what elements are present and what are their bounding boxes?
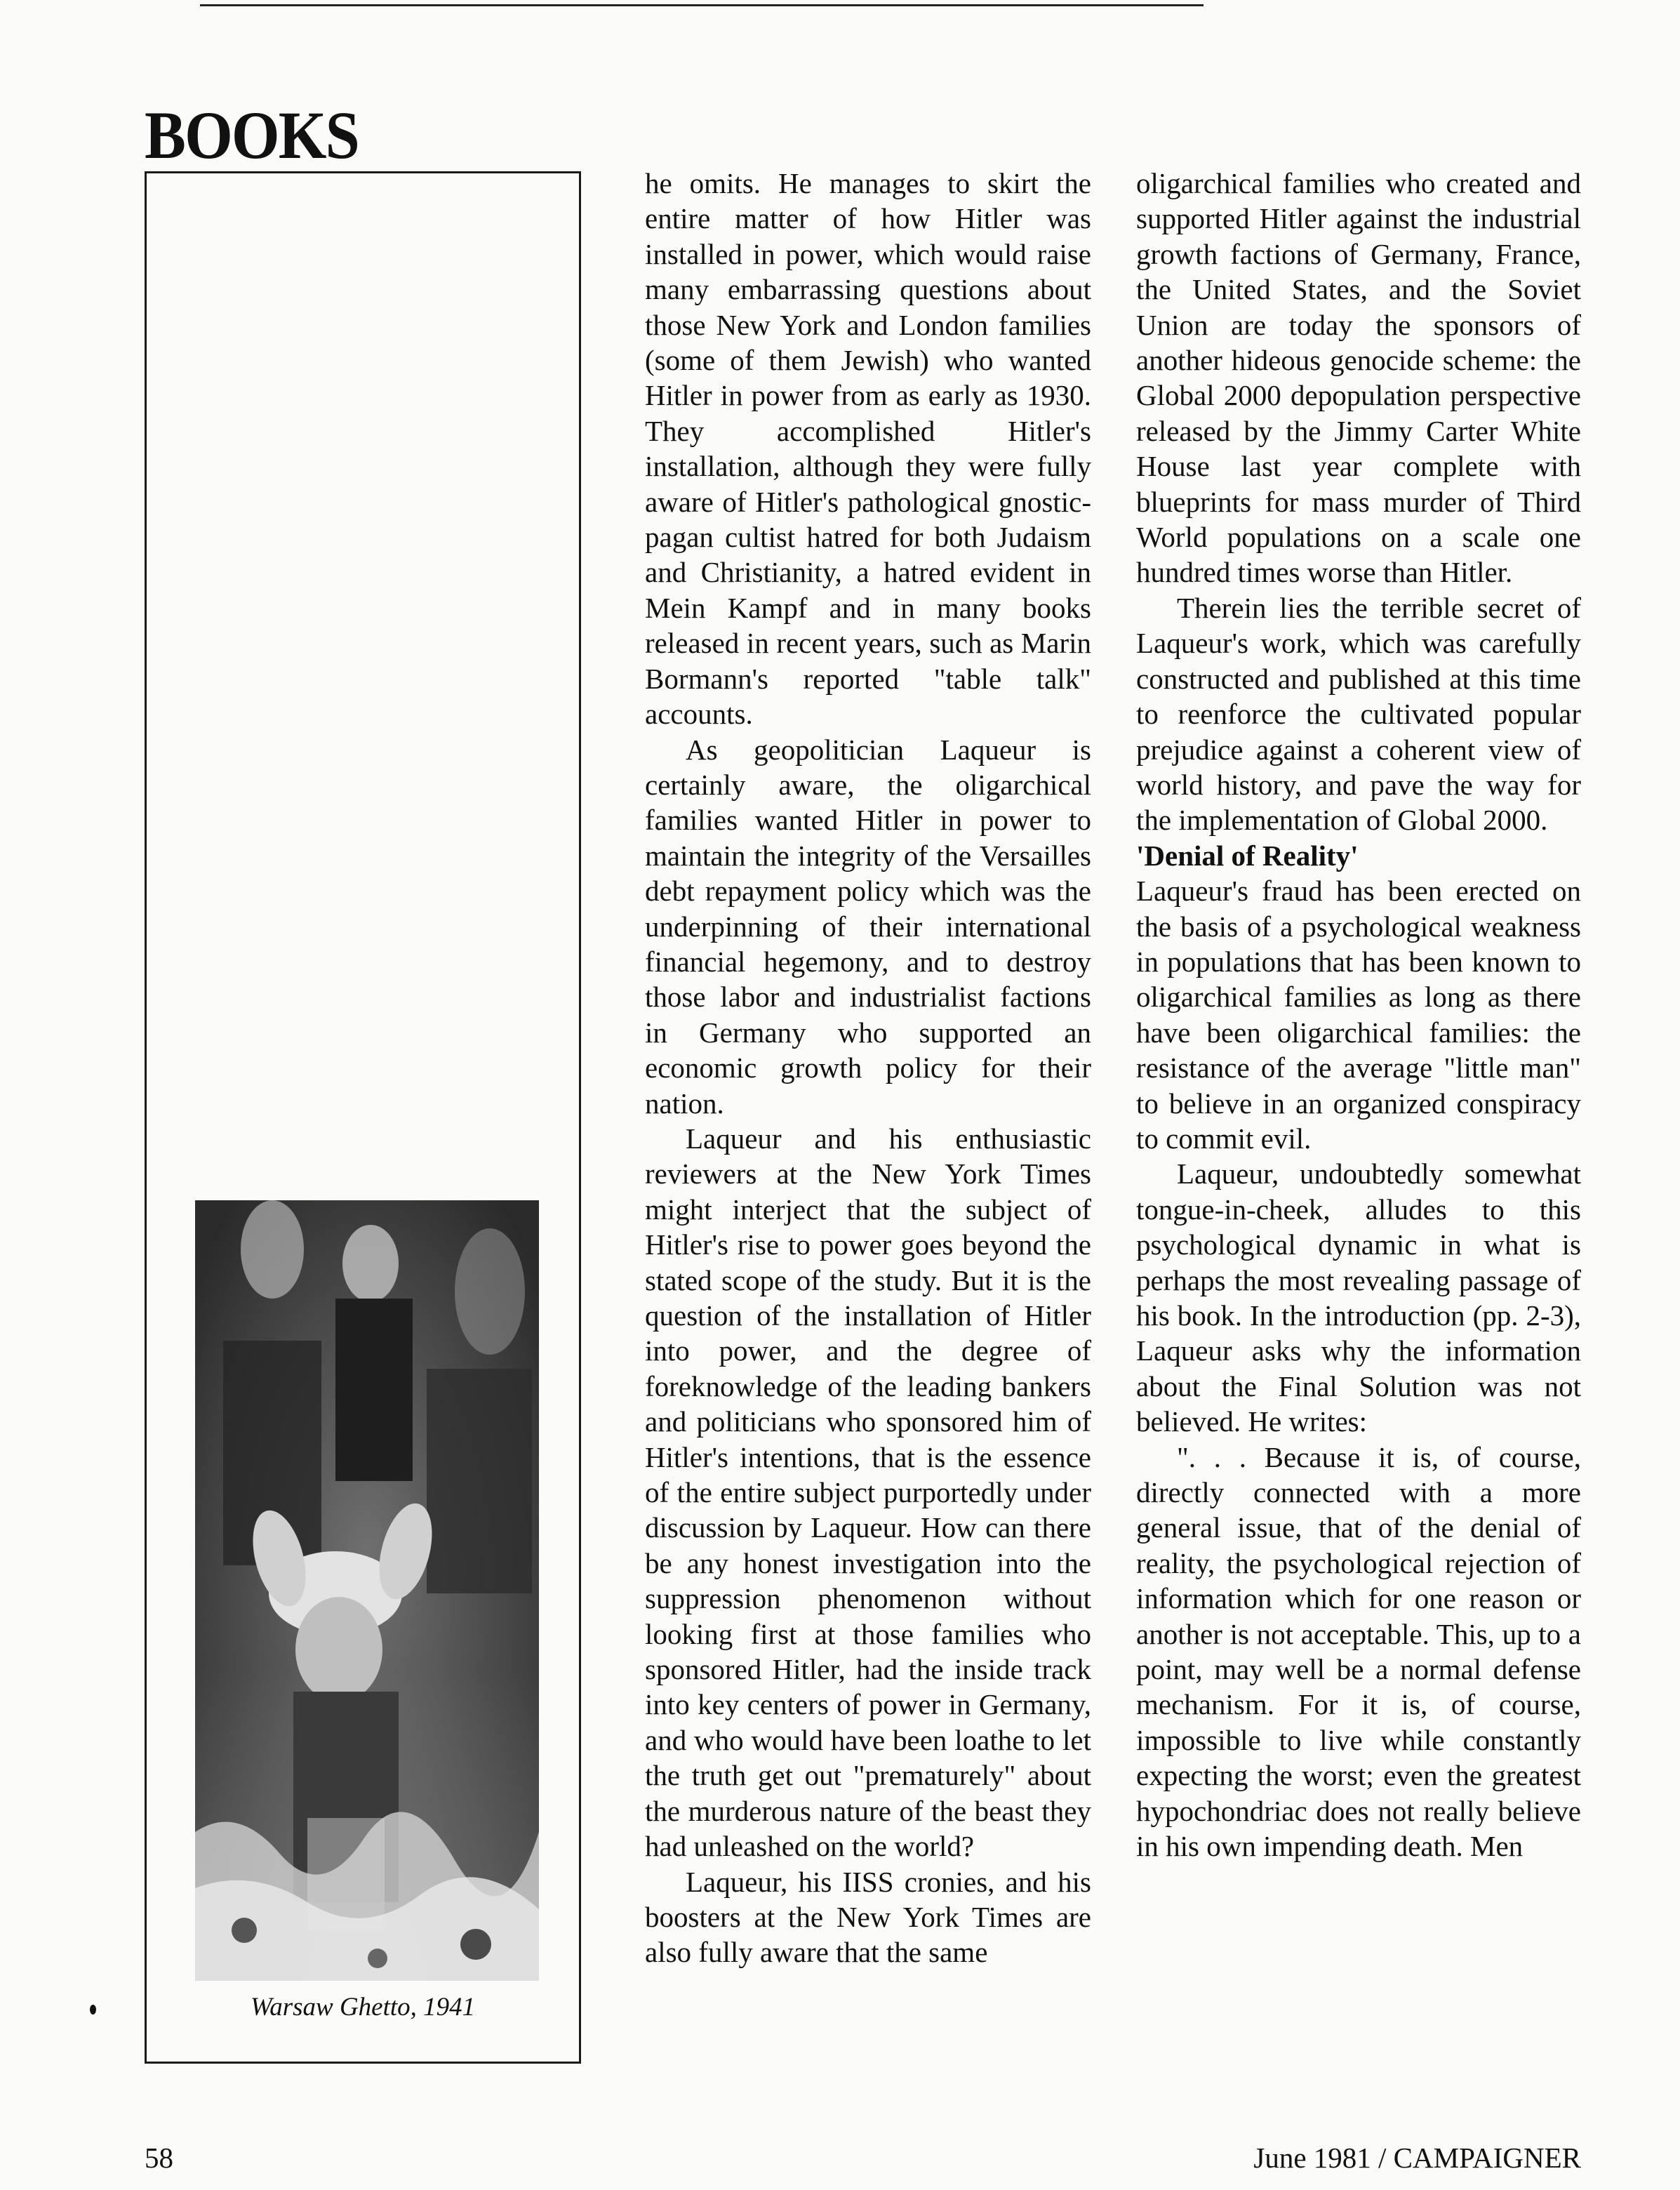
paragraph: Laqueur, undoubtedly somewhat tongue-in-cheek, alludes to this psychological dynamic in what is perhaps the most revealing passage of his book. In the introduction (pp. 2-3), Laqueur asks why the information about the Final Solution was not believed. He writes: [1136, 1157, 1581, 1438]
paragraph: Laqueur, his IISS cronies, and his boosters at the New York Times are also fully aware that the same [645, 1865, 1091, 1969]
page-number: 58 [145, 2142, 173, 2174]
article-column-middle [645, 166, 1091, 1970]
paragraph: Therein lies the terrible secret of Laqueur's work, which was carefully constructed and published at this time to reenforce the cultivated popular prejudice against a coherent view of world history, and pave the way for the implementation of Global 2000. [1136, 591, 1581, 837]
margin-mark [90, 2005, 96, 2015]
paragraph: Laqueur and his enthusiastic reviewers at the New York Times might interject that the subject of Hitler's rise to power goes beyond the stated scope of the study. But it is the question of the installation of Hitler into power, and the degree of foreknowledge of the leading bankers and politicians who sponsored him of Hitler's intentions, that is the essence of the entire subject purportedly under discussion by Laqueur. How can there be any honest investigation into the suppression phenomenon without looking first at those families who sponsored Hitler, had the inside track into key centers of power in Germany, and who would have been loathe to let the truth get out "prematurely" about the murderous nature of the beast they had unleashed on the world? [645, 1122, 1091, 1863]
warsaw-ghetto-photo [195, 1200, 539, 1981]
paragraph: he omits. He manages to skirt the entire matter of how Hitler was installed in power, which would raise many embarrassing questions about those New York and London families (some of them Jewish) who wanted Hitler in power from as early as 1930. They accomplished Hitler's installation, although they were fully aware of Hitler's pathological gnostic-pagan cultist hatred for both Judaism and Christianity, a hatred evident in Mein Kampf and in many books released in recent years, such as Marin Bormann's reported "table talk" accounts. [645, 167, 1091, 731]
article-column-right [1136, 166, 1581, 1864]
paragraph: Laqueur's fraud has been erected on the basis of a psychological weakness in populations that has been known to oligarchical families as long as there have been oligarchical families: the resistance of the average "little man" to believe in an organized conspiracy to commit evil. [1136, 875, 1581, 1155]
photo-caption: Warsaw Ghetto, 1941 [250, 1993, 476, 2022]
paragraph: oligarchical families who created and supported Hitler against the industrial growth factions of Germany, France, the United States, and the Soviet Union are today the sponsors of another hideous genocide scheme: the Global 2000 depopulation perspective released by the Jimmy Carter White House last year complete with blueprints for mass murder of Third World populations on a scale one hundred times worse than Hitler. [1136, 167, 1581, 589]
issue-label: June 1981 / CAMPAIGNER [1253, 2142, 1581, 2174]
block-quote: ". . . Because it is, of course, directly connected with a more general issue, that of the denial of reality, the psychological rejection of information which for one reason or another is not acceptable. This, up to a point, may well be a normal defense mechanism. For it is, of course, impossible to live while constantly expecting the worst; even the greatest hypochondriac does not really believe in his own impending death. Men [1136, 1440, 1581, 1863]
subhead: 'Denial of Reality' [1136, 839, 1359, 872]
section-title: BOOKS [145, 98, 359, 173]
top-rule [200, 4, 1204, 6]
paragraph: As geopolitician Laqueur is certainly aware, the oligarchical families wanted Hitler in power to maintain the integrity of the Versailles debt repayment policy which was the underpinning of their international financial hegemony, and to destroy those labor and industrialist factions in Germany who supported an economic growth policy for their nation. [645, 733, 1091, 1120]
